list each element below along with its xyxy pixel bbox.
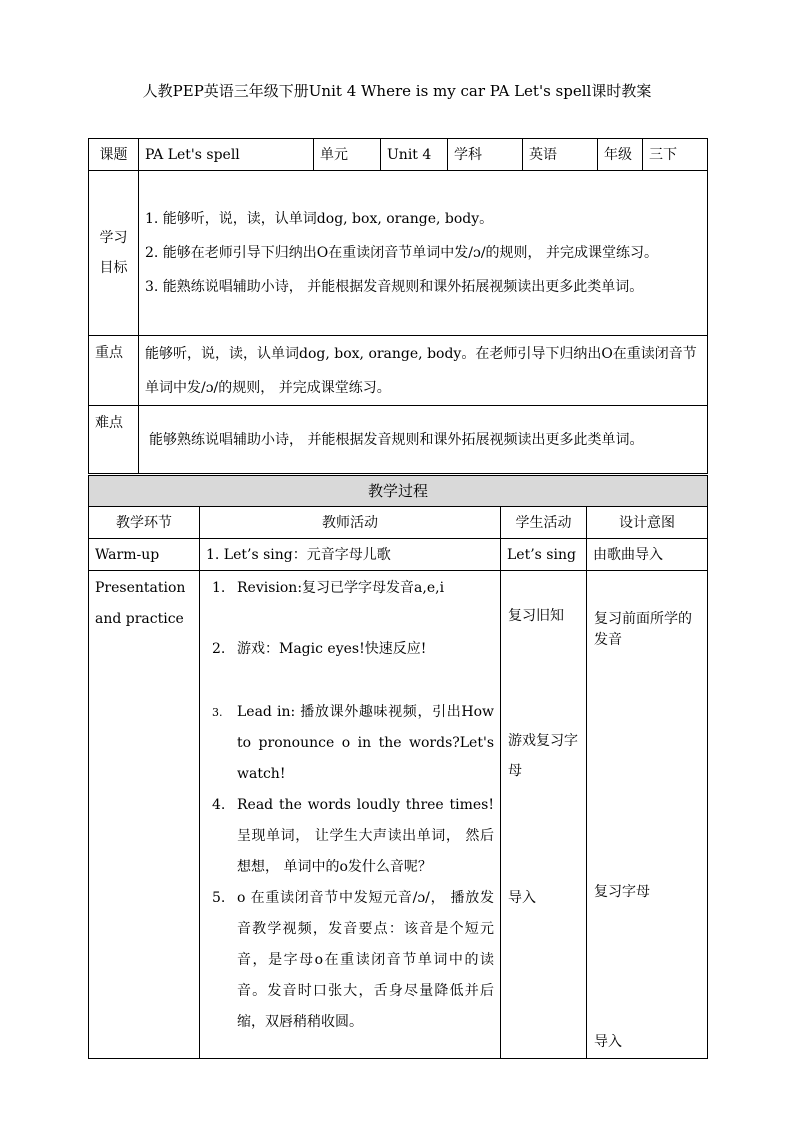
column-teacher: 教师活动 <box>200 507 501 539</box>
discipline-label: 学科 <box>448 139 523 171</box>
key-points-text: 能够听，说，读，认单词dog, box, orange, body。在老师引导下归纳出O在重读闭音节单词中发/ɔ/的规则， 并完成课堂练习。 <box>139 336 708 406</box>
teacher-item-number: 3. <box>212 706 223 719</box>
grade-label: 年级 <box>598 139 643 171</box>
student-note-3: 导入 <box>508 890 536 906</box>
intent-note-2: 复习字母 <box>594 884 650 900</box>
difficulties-label: 难点 <box>89 406 139 474</box>
teacher-item-number: 2. <box>212 641 226 657</box>
unit-label: 单元 <box>314 139 381 171</box>
objectives-label <box>89 171 139 336</box>
difficulties-text: 能够熟练说唱辅助小诗， 并能根据发音规则和课外拓展视频读出更多此类单词。 <box>139 406 708 474</box>
intent-note-3: 导入 <box>594 1034 622 1050</box>
objective-item-3: 3. 能熟练说唱辅助小诗， 并能根据发音规则和课外拓展视频读出更多此类单词。 <box>145 279 644 295</box>
warmup-student: Let’s sing <box>501 539 587 571</box>
objectives-content <box>139 171 708 336</box>
teacher-item-text: Revision:复习已学字母发音a,e,i <box>237 580 445 596</box>
key-points-row <box>89 336 708 406</box>
warmup-teacher: 1. Let’s sing：元音字母儿歌 <box>200 539 501 571</box>
grade-value: 三下 <box>643 139 708 171</box>
teacher-item-text: Lead in: 播放课外趣味视频，引出How to pronounce o in the words?Let's watch! <box>237 704 494 782</box>
lesson-info-table <box>88 138 708 474</box>
teacher-activity-list <box>206 573 494 1038</box>
teacher-item-4 <box>212 790 494 883</box>
teacher-item-number: 1. <box>212 580 226 596</box>
objective-item-1: 1. 能够听，说，读，认单词dog, box, orange, body。 <box>145 211 494 227</box>
presentation-row <box>89 571 708 1059</box>
teacher-item-2 <box>212 634 494 665</box>
subject-title-label: 课题 <box>89 139 139 171</box>
teacher-item-3 <box>212 697 494 790</box>
subject-title-value: PA Let's spell <box>139 139 314 171</box>
column-intent: 设计意图 <box>587 507 708 539</box>
process-header: 教学过程 <box>89 476 708 507</box>
process-columns-row <box>89 507 708 539</box>
presentation-intent <box>587 571 708 1059</box>
teacher-item-5 <box>212 883 494 1038</box>
info-row <box>89 139 708 171</box>
warmup-intent: 由歌曲导入 <box>587 539 708 571</box>
column-stage: 教学环节 <box>89 507 200 539</box>
unit-value: Unit 4 <box>381 139 448 171</box>
objective-item-2: 2. 能够在老师引导下归纳出O在重读闭音节单词中发/ɔ/的规则， 并完成课堂练习。 <box>145 245 659 261</box>
teacher-item-text: 游戏：Magic eyes!快速反应! <box>237 641 427 657</box>
document-title: 人教PEP英语三年级下册Unit 4 Where is my car PA Let's spell课时教案 <box>142 82 652 100</box>
presentation-teacher <box>200 571 501 1059</box>
student-note-1: 复习旧知 <box>508 608 564 624</box>
teacher-item-text: Read the words loudly three times! 呈现单词， 让学生大声读出单词， 然后想想， 单词中的o发什么音呢？ <box>237 797 494 875</box>
process-header-row <box>89 476 708 507</box>
presentation-stage <box>89 571 200 1059</box>
warmup-row <box>89 539 708 571</box>
intent-note-1: 复习前面所学的发音 <box>594 611 692 648</box>
teacher-item-1 <box>212 573 494 604</box>
warmup-stage: Warm-up <box>89 539 200 571</box>
key-points-label: 重点 <box>89 336 139 406</box>
process-table <box>88 475 708 1059</box>
teacher-item-number: 5. <box>212 890 226 906</box>
objectives-row <box>89 171 708 336</box>
presentation-student <box>501 571 587 1059</box>
objectives-label-text: 学习目标 <box>99 230 128 276</box>
teacher-item-number: 4. <box>212 797 226 813</box>
teacher-item-text: o 在重读闭音节中发短元音/ɔ/， 播放发音教学视频，发音要点：该音是个短元音，是字母o在重读闭音节单词中的读音。发音时口张大，舌身尽量降低并后缩，双唇稍稍收圆。 <box>237 890 494 1030</box>
difficulties-row <box>89 406 708 474</box>
presentation-stage-line2: and practice <box>95 611 184 627</box>
student-note-2: 游戏复习字母 <box>508 733 578 779</box>
discipline-value: 英语 <box>523 139 598 171</box>
column-student: 学生活动 <box>501 507 587 539</box>
presentation-stage-line1: Presentation <box>95 580 186 596</box>
